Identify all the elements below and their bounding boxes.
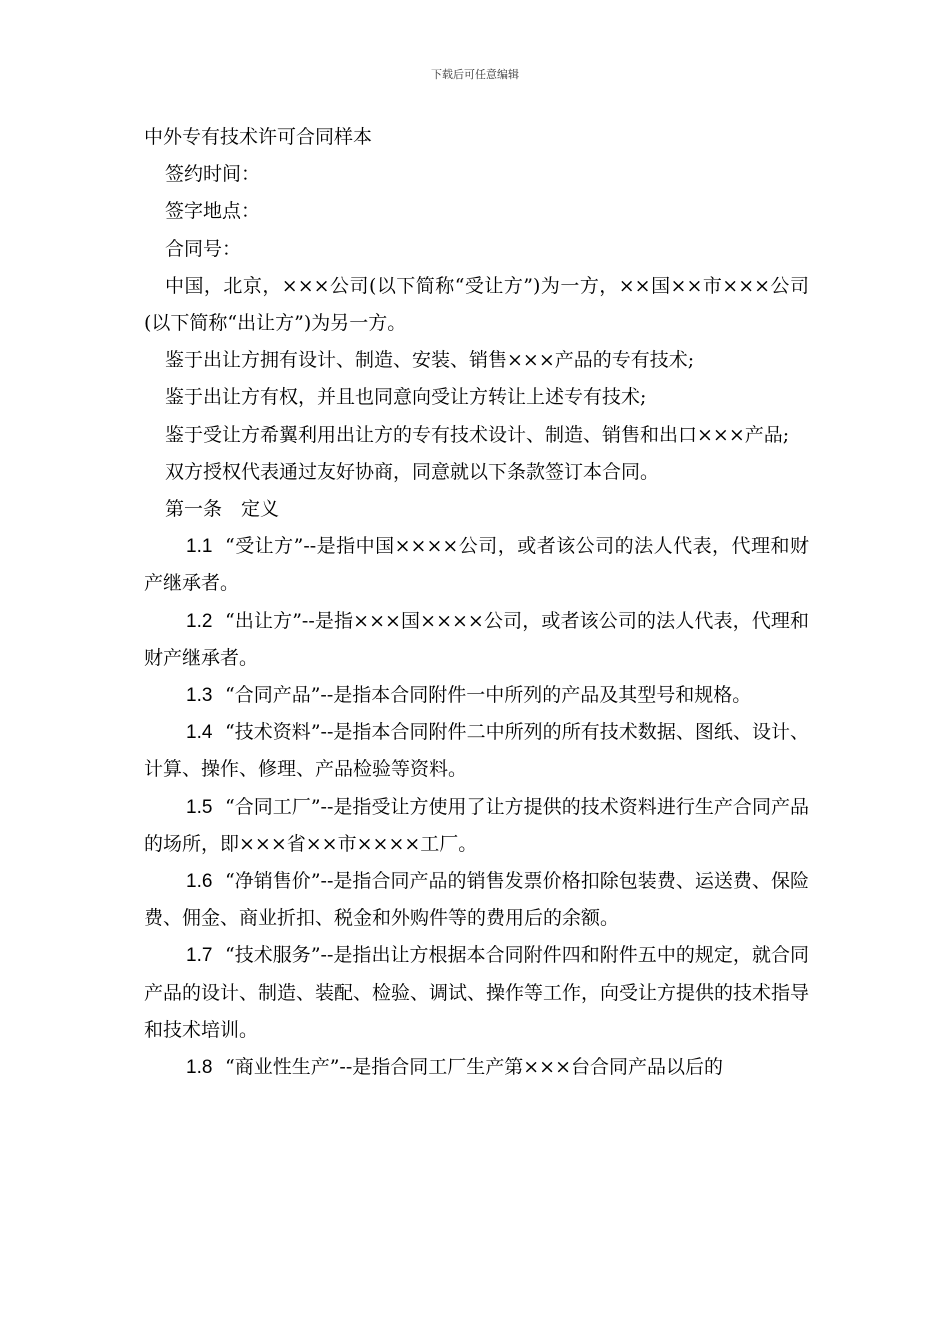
clause-text: “技术服务”--是指出让方根据本合同附件四和附件五中的规定，就合同产品的设计、制造、装配、检验、调试、操作等工作，向受让方提供的技术指导和技术培训。 (144, 944, 810, 1041)
paragraph-parties: 中国，北京，×××公司(以下简称“受让方”)为一方，××国××市×××公司(以下简称“出让方”)为另一方。 (144, 274, 809, 335)
paragraph-whereas-3: 鉴于受让方希翼利用出让方的专有技术设计、制造、销售和出口×××产品; (165, 423, 790, 446)
clause-1-4 (144, 714, 809, 788)
sign-time-field: 签约时间： (165, 163, 261, 186)
clause-number: 1.4 (186, 722, 213, 744)
clause-number: 1.8 (186, 1057, 213, 1079)
paragraph-whereas-1: 鉴于出让方拥有设计、制造、安装、销售×××产品的专有技术; (165, 349, 695, 372)
clause-1-8 (144, 1049, 809, 1086)
clause-number: 1.2 (186, 610, 213, 632)
clause-text: “商业性生产”--是指合同工厂生产第×××台合同产品以后的 (225, 1056, 724, 1079)
clause-1-7 (144, 937, 809, 1049)
clause-number: 1.7 (186, 945, 213, 967)
page-header: 下载后可任意编辑 (431, 68, 519, 81)
clause-1-1 (144, 528, 809, 602)
paragraph-whereas-2: 鉴于出让方有权，并且也同意向受让方转让上述专有技术; (165, 386, 647, 409)
clause-number: 1.3 (186, 685, 213, 707)
sign-place-field: 签字地点： (165, 200, 261, 223)
clause-1-3 (144, 677, 809, 714)
clause-1-5 (144, 789, 809, 863)
article-1-heading: 第一条 定义 (165, 498, 280, 521)
contract-number-field: 合同号： (165, 237, 242, 260)
clause-text: “技术资料”--是指本合同附件二中所列的所有技术数据、图纸、设计、计算、操作、修理、产品检验等资料。 (144, 721, 809, 781)
clause-text: “出让方”--是指×××国××××公司，或者该公司的法人代表，代理和财产继承者。 (144, 609, 809, 669)
clause-1-2 (144, 603, 809, 677)
paragraph-agreement: 双方授权代表通过友好协商，同意就以下条款签订本合同。 (165, 460, 660, 483)
clause-number: 1.6 (186, 871, 213, 893)
document-body (144, 119, 809, 1086)
clause-text: “合同工厂”--是指受让方使用了让方提供的技术资料进行生产合同产品的场所，即×××省××市××××工厂。 (144, 795, 809, 855)
clause-number: 1.1 (186, 536, 213, 558)
clause-text: “净销售价”--是指合同产品的销售发票价格扣除包装费、运送费、保险费、佣金、商业折扣、税金和外购件等的费用后的余额。 (144, 870, 809, 930)
clause-text: “合同产品”--是指本合同附件一中所列的产品及其型号和规格。 (225, 684, 752, 707)
document-title: 中外专有技术许可合同样本 (144, 126, 373, 148)
clause-text: “受让方”--是指中国××××公司，或者该公司的法人代表，代理和财产继承者。 (144, 535, 809, 595)
clause-1-6 (144, 863, 809, 937)
clause-number: 1.5 (186, 796, 213, 818)
